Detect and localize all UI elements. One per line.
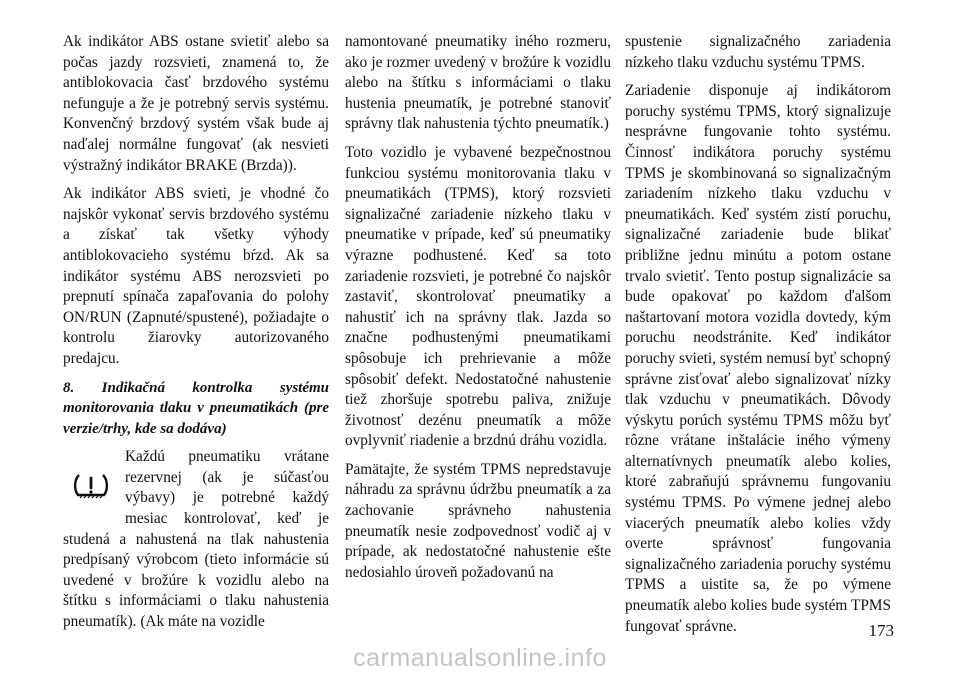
tire-pressure-warning-icon — [63, 451, 119, 517]
page-number: 173 — [868, 621, 894, 640]
paragraph: Toto vozidlo je vybavené bezpečnostnou funkciou systému monitorovania tlaku v pneumatikách (TPMS), ktorý rozsvieti signalizačné zariadenie nízkeho tlaku v pneumatike v prípade, keď sú pneumatiky výrazne podhustené. Keď sa toto zariadenie rozsvieti, je potrebné čo najskôr zastaviť, skontrolovať pneumatiky a nahustiť ich na správny tlak. Jazda so značne podhustenými pneumatikami spôsobuje ich prehrievanie a môže spôsobiť defekt. Nedostatočné nahustenie tiež zhoršuje spotrebu paliva, znižuje životnosť dezénu pneumatík a môže ovplyvniť riadenie a brzdnú dráhu vozidla. — [345, 143, 611, 450]
watermark: carmanualsonline.info — [353, 644, 607, 672]
paragraph: Ak indikátor ABS ostane svietiť alebo sa počas jazdy rozsvieti, znamená to, že antiblokovacia časť brzdového systému nefunguje a že je potrebný servis systému. Konvenčný brzdový systém však bude aj naďalej normálne fungovať (ak nesvieti výstražný indikátor BRAKE (Brzda)). — [63, 33, 329, 174]
paragraph: Každú pneumatiku vrátane rezervnej (ak je súčasťou výbavy) je potrebné každý mesiac kontrolovať, keď je studená a nahustená na tlak nahustenia predpísaný výrobcom (tieto informácie sú uvedené v brožúre k vozidlu alebo na štítku s informáciami o tlaku nahustenia pneumatík). (Ak máte na vozidle — [63, 448, 329, 631]
paragraph: Ak indikátor ABS svieti, je vhodné čo najskôr vykonať servis brzdového systému a získať tak všetky výhody antiblokovacieho systému bŕzd. Ak sa indikátor systému ABS nerozsvieti po prepnutí spínača zapaľovania do polohy ON/RUN (Zapnuté/spustené), požiadajte o kontrolu žiarovky autorizovaného predajcu. — [63, 185, 329, 367]
section-heading: 8. Indikačná kontrolka systému monitorovania tlaku v pneumatikách (pre verzie/trhy, kde sa dodáva) — [63, 379, 329, 437]
text-column-2 — [345, 32, 611, 591]
paragraph: namontované pneumatiky iného rozmeru, ako je rozmer uvedený v brožúre k vozidlu alebo na štítku s informáciami o tlaku hustenia pneumatík, je potrebné stanoviť správny tlak nahustenia týchto pneumatík.) — [345, 33, 611, 133]
text-column-1 — [63, 32, 329, 641]
paragraph: spustenie signalizačného zariadenia nízkeho tlaku vzduchu systému TPMS. — [625, 33, 891, 71]
paragraph: Pamätajte, že systém TPMS nepredstavuje náhradu za správnu údržbu pneumatík a za zachovanie správneho nahustenia pneumatík nesie zodpovednosť vodič aj v prípade, ak nedostatočné nahustenie ešte nedosiahlo úroveň požadovanú na — [345, 460, 611, 581]
paragraph: Zariadenie disponuje aj indikátorom poruchy systému TPMS, ktorý signalizuje nesprávne fungovanie tohto systému. Činnosť indikátora poruchy systému TPMS je skombinovaná so signalizačným zariadením nízkeho tlaku vzduchu v pneumatikách. Keď systém zistí poruchu, signalizačné zariadenie bude blikať približne jednu minútu a potom ostane trvalo svietiť. Tento postup signalizácie sa bude opakovať po každom ďalšom naštartovaní motora vozidla dovtedy, kým poruchu neodstránite. Keď indikátor poruchy svieti, systém nemusí byť schopný správne zisťovať alebo signalizovať nízky tlak vzduchu v pneumatikách. Dôvody výskytu porúch systému TPMS môžu byť rôzne vrátane inštalácie iného výmeny alternatívnych pneumatík alebo kolies, ktoré zabraňujú správnemu fungovaniu systému TPMS. Po výmene jednej alebo viacerých pneumatík alebo kolies vždy overte správnosť fungovania signalizačného zariadenia poruchy systému TPMS a uistite sa, že po výmene pneumatík alebo kolies bude systém TPMS fungovať správne. — [625, 82, 891, 635]
text-column-3 — [625, 32, 891, 645]
